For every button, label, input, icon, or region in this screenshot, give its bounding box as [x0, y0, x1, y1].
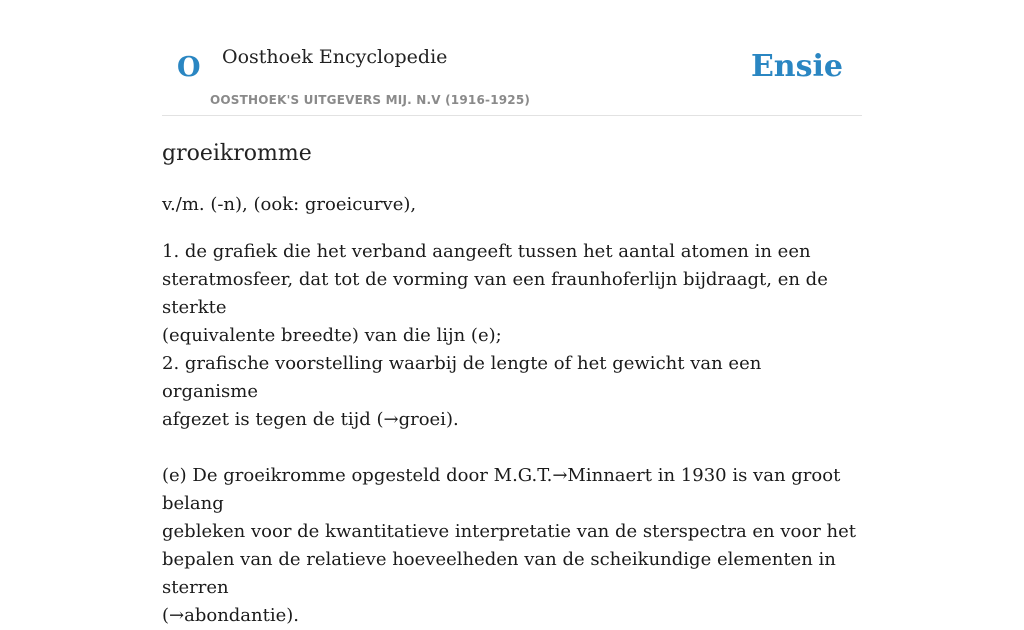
grammar-info: v./m. (-n), (ook: groeicurve), — [162, 194, 417, 215]
definition-line: 2. grafische voorstelling waarbij de lengte of het gewicht van een organisme — [162, 353, 762, 402]
definitions — [162, 238, 862, 434]
definition-line: (equivalente breedte) van die lijn (e); — [162, 325, 502, 346]
headword: groeikromme — [162, 141, 312, 166]
encyclopedia-title[interactable]: Oosthoek Encyclopedie — [222, 46, 448, 68]
definition-line: steratmosfeer, dat tot de vorming van een fraunhoferlijn bijdraagt, en de sterkte — [162, 269, 828, 318]
publisher-subtitle: OOSTHOEK'S UITGEVERS MIJ. N.V (1916-1925) — [210, 93, 531, 107]
logo-icon[interactable]: O — [177, 52, 201, 83]
note-line: bepalen van de relatieve hoeveelheden van de scheikundige elementen in sterren — [162, 549, 836, 598]
note-line: gebleken voor de kwantitatieve interpretatie van de sterspectra en voor het — [162, 521, 857, 542]
definition-line: afgezet is tegen de tijd (→groei). — [162, 409, 459, 430]
note-line: (→abondantie). — [162, 605, 300, 626]
ensie-brand-link[interactable]: Ensie — [750, 49, 843, 84]
entry-content — [162, 138, 862, 630]
entry-note — [162, 462, 862, 630]
note-line: (e) De groeikromme opgesteld door M.G.T.→Minnaert in 1930 is van groot belang — [162, 465, 841, 514]
site-header — [162, 40, 862, 116]
definition-line: 1. de grafiek die het verband aangeeft tussen het aantal atomen in een — [162, 241, 811, 262]
